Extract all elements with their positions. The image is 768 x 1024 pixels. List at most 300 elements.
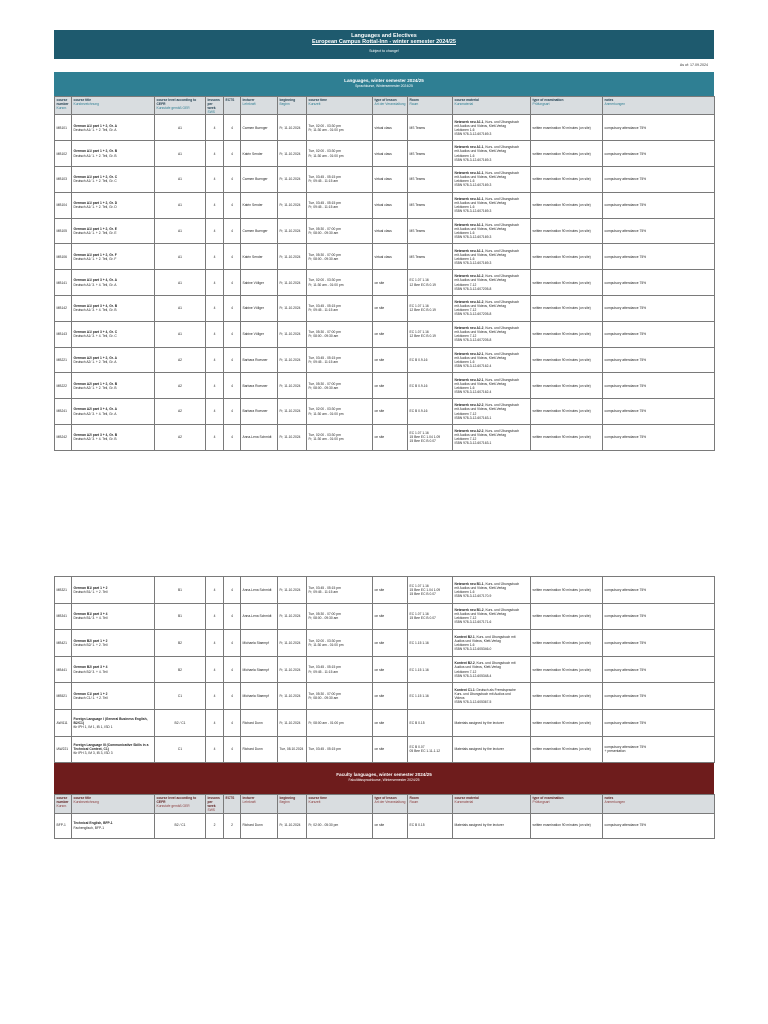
course-number	[55, 347, 72, 373]
column-header-de: Lehrkraft	[242, 102, 256, 107]
course-material	[453, 295, 531, 321]
course-title	[72, 683, 155, 710]
material-book-title: Kontext B2.1	[454, 634, 475, 639]
material-line: Videos	[454, 696, 465, 701]
material-line: Lektionen 7-12	[454, 616, 477, 621]
timetable-page-1	[54, 30, 714, 451]
lecturer	[241, 321, 278, 347]
ects	[224, 295, 241, 321]
course-title-de: Deutsch A1/ 1. + 2. Teil, Gr. B	[73, 153, 117, 158]
material-line: Lektionen 7-12	[454, 437, 477, 442]
course-number-text: AWI111	[56, 720, 68, 725]
course-time	[307, 399, 373, 425]
section-header-faculty	[54, 763, 714, 794]
course-number-text: MB242	[56, 435, 67, 440]
course-time-line: Fr, 09:45 - 11:15 am	[308, 669, 338, 674]
course-time	[307, 166, 373, 192]
languages-table-continued	[54, 576, 715, 763]
column-header	[55, 795, 72, 813]
lessons-text: 4	[213, 614, 216, 619]
lesson-type	[373, 295, 408, 321]
course-time-line: Tue, 03:45 - 05:15 pm	[308, 175, 341, 180]
notes-text: compulsory attendance 75%	[604, 357, 647, 362]
course-time-line: Fr, 11:30 am - 01:00 pm	[308, 437, 344, 442]
beginning	[278, 424, 307, 450]
course-number	[55, 736, 72, 763]
lesson-type-text: on site	[374, 720, 385, 725]
material-book-title: Netzwerk neu B1.1	[454, 581, 484, 586]
lesson-type	[373, 577, 408, 604]
material-line: Lektionen 1-6	[454, 359, 475, 364]
exam-type-text: written examination 90 minutes (on site)	[532, 203, 591, 208]
material-book-desc: , Kurs- und Übungsbuch	[483, 351, 520, 356]
beginning-text: Fr, 11.10.2024	[279, 435, 301, 440]
notes	[603, 115, 715, 141]
ects	[224, 244, 241, 270]
material-book-title: Netzwerk neu A2.1	[454, 377, 484, 382]
lesson-type-text: virtual class	[374, 254, 392, 259]
course-level-text: A1	[177, 151, 183, 156]
material-book-title: Netzwerk neu A1.1	[454, 145, 484, 150]
column-header	[408, 795, 453, 813]
course-time-line: Tue, 03:45 - 05:15 pm	[308, 355, 341, 360]
course-title-en: German A1/ part 3 + 4, Gr. A	[73, 278, 117, 283]
lecturer-text: Richard Dunn	[242, 823, 263, 828]
notes	[603, 736, 715, 763]
course-level-text: A1	[177, 254, 183, 259]
lessons-per-week	[206, 270, 224, 296]
room	[408, 244, 453, 270]
exam-type-text: written examination 90 minutes (on site)	[532, 823, 591, 828]
exam-type	[531, 603, 603, 630]
course-row	[55, 347, 715, 373]
course-time	[307, 115, 373, 141]
room	[408, 270, 453, 296]
lesson-type-text: on site	[374, 435, 385, 440]
exam-type	[531, 244, 603, 270]
course-title	[72, 218, 155, 244]
ects	[224, 321, 241, 347]
course-title	[72, 656, 155, 683]
notes-text: compulsory attendance 75%	[604, 228, 647, 233]
course-title-de: Deutsch B2/ 1. + 2. Teil	[73, 642, 108, 647]
faculty-languages-table	[54, 794, 715, 838]
lesson-type	[373, 270, 408, 296]
ects-text: 4	[231, 747, 233, 752]
course-level	[155, 347, 206, 373]
course-title-en: German B1/ part 1 + 2	[73, 585, 108, 590]
beginning	[278, 270, 307, 296]
column-header-en: course number	[56, 98, 69, 107]
course-title-de: für IPH 3, IM 3, IB 3, ISD 3	[73, 751, 113, 756]
column-header	[155, 795, 206, 813]
course-title-en: German A2/ part 1 + 2, Gr. B	[73, 381, 118, 386]
room	[408, 166, 453, 192]
exam-type-text: written examination 90 minutes (on site)	[532, 125, 591, 130]
lessons-text: 4	[213, 747, 216, 752]
course-row	[55, 683, 715, 710]
material-isbn: ISBN 978-3-12-607169-3	[454, 131, 492, 136]
room	[408, 683, 453, 710]
lesson-type	[373, 709, 408, 736]
ects-text: 4	[231, 435, 233, 440]
exam-type	[531, 736, 603, 763]
exam-type	[531, 218, 603, 244]
notes-text: compulsory attendance 75%	[604, 667, 647, 672]
lecturer-text: Carmen Buenger	[242, 177, 268, 182]
ects	[224, 630, 241, 657]
course-title	[72, 813, 155, 838]
notes-text: compulsory attendance 75% + presentation	[604, 745, 647, 754]
course-level-text: A2	[177, 435, 183, 440]
material-book-desc: Materials assigned by the lecturer	[454, 720, 504, 725]
course-number	[55, 141, 72, 167]
notes	[603, 166, 715, 192]
lessons-per-week	[206, 218, 224, 244]
column-header-de: Kursmaterial	[454, 102, 474, 107]
column-header-de: Beginn	[279, 102, 290, 107]
lessons-per-week	[206, 424, 224, 450]
material-book-desc: , Kurs- und Übungsbuch	[483, 196, 520, 201]
notes-text: compulsory attendance 75%	[604, 383, 647, 388]
room-text: EC B 0.15	[409, 720, 425, 725]
material-isbn: ISBN 978-3-12-607171-6	[454, 620, 492, 625]
course-level-text: A1	[177, 125, 183, 130]
exam-type-text: written examination 90 minutes (on site)	[532, 587, 591, 592]
exam-type-text: written examination 90 minutes (on site)	[532, 383, 591, 388]
room-text: EC B 0.9-16	[409, 383, 428, 388]
course-row	[55, 192, 715, 218]
course-level	[155, 656, 206, 683]
course-time-line: Tue, 05:30 - 07:00 pm	[308, 226, 341, 231]
beginning	[278, 166, 307, 192]
column-header-en: lessons per week	[207, 796, 220, 809]
lessons-text: 4	[213, 306, 216, 311]
lessons-per-week	[206, 683, 224, 710]
column-header	[531, 795, 603, 813]
table-header-row	[55, 97, 715, 115]
lecturer-text: Sabine Völlger	[242, 332, 264, 337]
material-book-desc: Materials assigned by the lecturer	[454, 823, 504, 828]
course-material	[453, 577, 531, 604]
exam-type-text: written examination 90 minutes (on site)	[532, 640, 591, 645]
course-material	[453, 141, 531, 167]
column-header	[72, 97, 155, 115]
course-time	[307, 656, 373, 683]
material-line: Lektionen 1-6	[454, 127, 475, 132]
room-text: MS Teams	[409, 228, 426, 233]
column-header-de: Kursstufe gemäß GER	[156, 804, 190, 809]
course-time	[307, 192, 373, 218]
material-line: mit Audios und Videos, Klett-Verlag	[454, 330, 506, 335]
course-number-text: IAW221	[56, 747, 69, 752]
course-material	[453, 218, 531, 244]
material-line: mit Audios und Videos, Klett-Verlag	[454, 585, 506, 590]
lecturer-text: Carmen Buenger	[242, 125, 268, 130]
course-row	[55, 813, 715, 838]
material-book-desc: , Kurs- und Übungsbuch mit	[474, 661, 516, 666]
section-header-languages	[54, 72, 714, 96]
room	[408, 603, 453, 630]
course-row	[55, 218, 715, 244]
material-book-title: Netzwerk neu A2.2	[454, 429, 484, 434]
ects-text: 2	[231, 823, 233, 828]
lessons-text: 4	[213, 435, 216, 440]
course-row	[55, 295, 715, 321]
lecturer-text: Anna-Lena Schmidt	[242, 587, 272, 592]
course-number	[55, 218, 72, 244]
course-title	[72, 192, 155, 218]
course-level	[155, 321, 206, 347]
ects	[224, 424, 241, 450]
beginning	[278, 656, 307, 683]
ects-text: 4	[231, 587, 233, 592]
column-header	[373, 795, 408, 813]
room-text: EC B 0.9-16	[409, 357, 428, 362]
column-header	[55, 97, 72, 115]
course-time	[307, 270, 373, 296]
beginning	[278, 295, 307, 321]
course-number-text: MB441	[56, 667, 67, 672]
material-book-title: Netzwerk neu A2.1	[454, 351, 484, 356]
lesson-type-text: on site	[374, 383, 385, 388]
exam-type	[531, 295, 603, 321]
ects	[224, 166, 241, 192]
course-time	[307, 813, 373, 838]
column-header	[603, 795, 715, 813]
material-line: Lektionen 7-12	[454, 411, 477, 416]
exam-type	[531, 399, 603, 425]
course-time-line: Tue, 05:30 - 07:00 pm	[308, 381, 341, 386]
course-material	[453, 656, 531, 683]
notes	[603, 603, 715, 630]
lessons-text: 4	[213, 357, 216, 362]
column-header-de: Kursbezeichnung	[73, 102, 99, 107]
course-title	[72, 321, 155, 347]
room	[408, 709, 453, 736]
lessons-per-week	[206, 192, 224, 218]
material-line: Lektionen 1-6	[454, 642, 475, 647]
course-title	[72, 115, 155, 141]
course-time-line: Fr, 09:45 - 11:15 am	[308, 179, 338, 184]
table-header-row	[55, 795, 715, 813]
ects-text: 4	[231, 125, 233, 130]
lesson-type	[373, 373, 408, 399]
material-isbn: ISBN 978-3-12-605367-5	[454, 700, 492, 705]
course-number	[55, 321, 72, 347]
exam-type-text: written examination 90 minutes (on site)	[532, 228, 591, 233]
material-book-desc: , Kurs- und Übungsbuch	[483, 325, 520, 330]
course-level-text: A2	[177, 357, 183, 362]
room-text: EC 1.15 1.16	[409, 640, 429, 645]
course-material	[453, 630, 531, 657]
beginning-text: Fr, 11.10.2024	[279, 383, 301, 388]
lecturer-text: Barbara Roesner	[242, 409, 268, 414]
beginning-text: Fr, 11.10.2024	[279, 151, 301, 156]
course-time-line: Fr, 08:00 am - 01:00 pm	[308, 720, 344, 725]
course-time	[307, 218, 373, 244]
lessons-per-week	[206, 373, 224, 399]
course-level	[155, 295, 206, 321]
notes	[603, 399, 715, 425]
course-time-line: Fr, 09:45 - 11:15 am	[308, 308, 338, 313]
section-subtitle: Sprachkurse, Wintersemester 2024/25	[355, 84, 413, 88]
beginning	[278, 321, 307, 347]
column-header	[206, 795, 224, 813]
material-line: Lektionen 7-12	[454, 282, 477, 287]
material-line	[455, 823, 529, 827]
notes-text: compulsory attendance 75%	[604, 435, 647, 440]
column-header-en: course material	[454, 796, 479, 801]
course-number-text: MB106	[56, 254, 67, 259]
course-title-de: Deutsch C1/ 1. + 2. Teil	[73, 696, 108, 701]
table-body	[55, 115, 715, 450]
ects-text: 4	[231, 357, 233, 362]
course-number-text: MB101	[56, 125, 67, 130]
material-book-title: Netzwerk neu A1.2	[454, 300, 484, 305]
course-number	[55, 630, 72, 657]
course-number	[55, 424, 72, 450]
lecturer-text: Michaela Staempf	[242, 640, 269, 645]
column-header-en: ECTS	[225, 796, 235, 801]
course-time-line: Tue, 03:45 - 05:15 pm	[308, 304, 341, 309]
course-title-de: Deutsch A1/ 3. + 4. Teil, Gr. B	[73, 308, 117, 313]
lecturer-text: Michaela Staempf	[242, 694, 269, 699]
lesson-type	[373, 218, 408, 244]
ects	[224, 192, 241, 218]
course-time	[307, 347, 373, 373]
room	[408, 577, 453, 604]
course-title-en: German A2/ part 1 + 2, Gr. A	[73, 355, 117, 360]
course-time-line: Fr, 08:00 - 09:30 am	[308, 696, 339, 701]
course-level-text: A1	[177, 306, 183, 311]
course-number-text: MB341	[56, 614, 67, 619]
material-line: mit Audios und Videos, Klett-Verlag	[454, 433, 506, 438]
lessons-text: 4	[213, 151, 216, 156]
column-header-de: Kursmaterial	[454, 800, 474, 805]
lecturer	[241, 373, 278, 399]
lecturer	[241, 683, 278, 710]
course-level-text: A2	[177, 409, 183, 414]
exam-type	[531, 630, 603, 657]
course-title-de: Deutsch B1/ 3. + 4. Teil	[73, 616, 108, 621]
course-level-text: A2	[177, 383, 183, 388]
course-level-text: B1	[177, 587, 183, 592]
course-level	[155, 813, 206, 838]
notes-text: compulsory attendance 75%	[604, 254, 647, 259]
course-time-line: Fr, 11:30 am - 01:00 pm	[308, 282, 344, 287]
course-time-line: Tue, 05:30 - 07:00 pm	[308, 692, 341, 697]
exam-type	[531, 709, 603, 736]
ects	[224, 656, 241, 683]
course-material	[453, 709, 531, 736]
beginning-text: Fr, 11.10.2024	[279, 667, 301, 672]
lesson-type	[373, 141, 408, 167]
column-header	[408, 97, 453, 115]
column-header-de: Raum	[409, 102, 419, 107]
lessons-per-week	[206, 736, 224, 763]
course-number-text: MB321	[56, 587, 67, 592]
material-line: mit Audios und Videos, Klett-Verlag	[454, 123, 506, 128]
room-text: EC 1.07 1.16 12 Bee EC B 0.19	[409, 304, 436, 313]
column-header	[72, 795, 155, 813]
lessons-text: 4	[213, 280, 216, 285]
material-book-title: Netzwerk neu A1.1	[454, 248, 484, 253]
course-material	[453, 321, 531, 347]
notes	[603, 683, 715, 710]
notes	[603, 244, 715, 270]
course-number	[55, 399, 72, 425]
course-title-de: Deutsch A1/ 1. + 2. Teil, Gr. A	[73, 127, 117, 132]
beginning-text: Fr, 11.10.2024	[279, 357, 301, 362]
room-text: EC B 0.15	[409, 823, 425, 828]
lesson-type-text: virtual class	[374, 151, 392, 156]
notes-text: compulsory attendance 75%	[604, 587, 647, 592]
column-header-en: notes	[604, 98, 614, 102]
table-body-continued	[55, 577, 715, 763]
lesson-type	[373, 192, 408, 218]
ects-text: 4	[231, 177, 233, 182]
course-time-line: Tue, 02:00 - 03:30 pm	[308, 433, 341, 438]
course-row	[55, 399, 715, 425]
notes	[603, 630, 715, 657]
course-material	[453, 736, 531, 763]
exam-type-text: written examination 90 minutes (on site)	[532, 409, 591, 414]
material-book-desc: , Kurs- und Übungsbuch mit	[474, 634, 516, 639]
material-line: Lektionen 1-6	[454, 205, 475, 210]
course-time	[307, 709, 373, 736]
material-isbn: ISBN 978-3-12-607169-3	[454, 235, 492, 240]
course-time	[307, 373, 373, 399]
lesson-type	[373, 424, 408, 450]
lecturer	[241, 813, 278, 838]
material-line: Lektionen 1-6	[454, 589, 475, 594]
course-row	[55, 321, 715, 347]
course-level	[155, 424, 206, 450]
lesson-type-text: on site	[374, 409, 385, 414]
course-title-de: Deutsch B2/ 3. + 4. Teil	[73, 669, 108, 674]
lesson-type-text: on site	[374, 306, 385, 311]
exam-type	[531, 141, 603, 167]
notes	[603, 656, 715, 683]
course-title-de: Deutsch A1/ 1. + 2. Teil, Gr. C	[73, 179, 117, 184]
material-book-title: Netzwerk neu A1.1	[454, 196, 484, 201]
material-book-title: Netzwerk neu A1.2	[454, 325, 484, 330]
ects-text: 4	[231, 383, 233, 388]
exam-type-text: written examination 90 minutes (on site)	[532, 280, 591, 285]
exam-type	[531, 813, 603, 838]
course-title-en: German C1/ part 1 + 2	[73, 692, 108, 697]
beginning-text: Fr, 11.10.2024	[279, 177, 301, 182]
beginning-text: Fr, 11.10.2024	[279, 332, 301, 337]
lecturer	[241, 295, 278, 321]
column-header-en: beginning	[279, 796, 296, 801]
exam-type-text: written examination 90 minutes (on site)	[532, 151, 591, 156]
room-text: EC 1.07 1.16 15 Bee EC B 0.07	[409, 612, 436, 621]
column-header-en: course material	[454, 98, 479, 102]
course-number	[55, 192, 72, 218]
beginning-text: Fr, 11.10.2024	[279, 694, 301, 699]
lessons-text: 4	[213, 228, 216, 233]
course-number	[55, 656, 72, 683]
material-line: mit Audios und Videos, Klett-Verlag	[454, 612, 506, 617]
material-isbn: ISBN 978-3-12-607205-8	[454, 338, 492, 343]
course-level	[155, 577, 206, 604]
course-level	[155, 683, 206, 710]
lecturer-text: Barbara Roesner	[242, 383, 268, 388]
material-line	[455, 721, 529, 725]
course-level	[155, 192, 206, 218]
